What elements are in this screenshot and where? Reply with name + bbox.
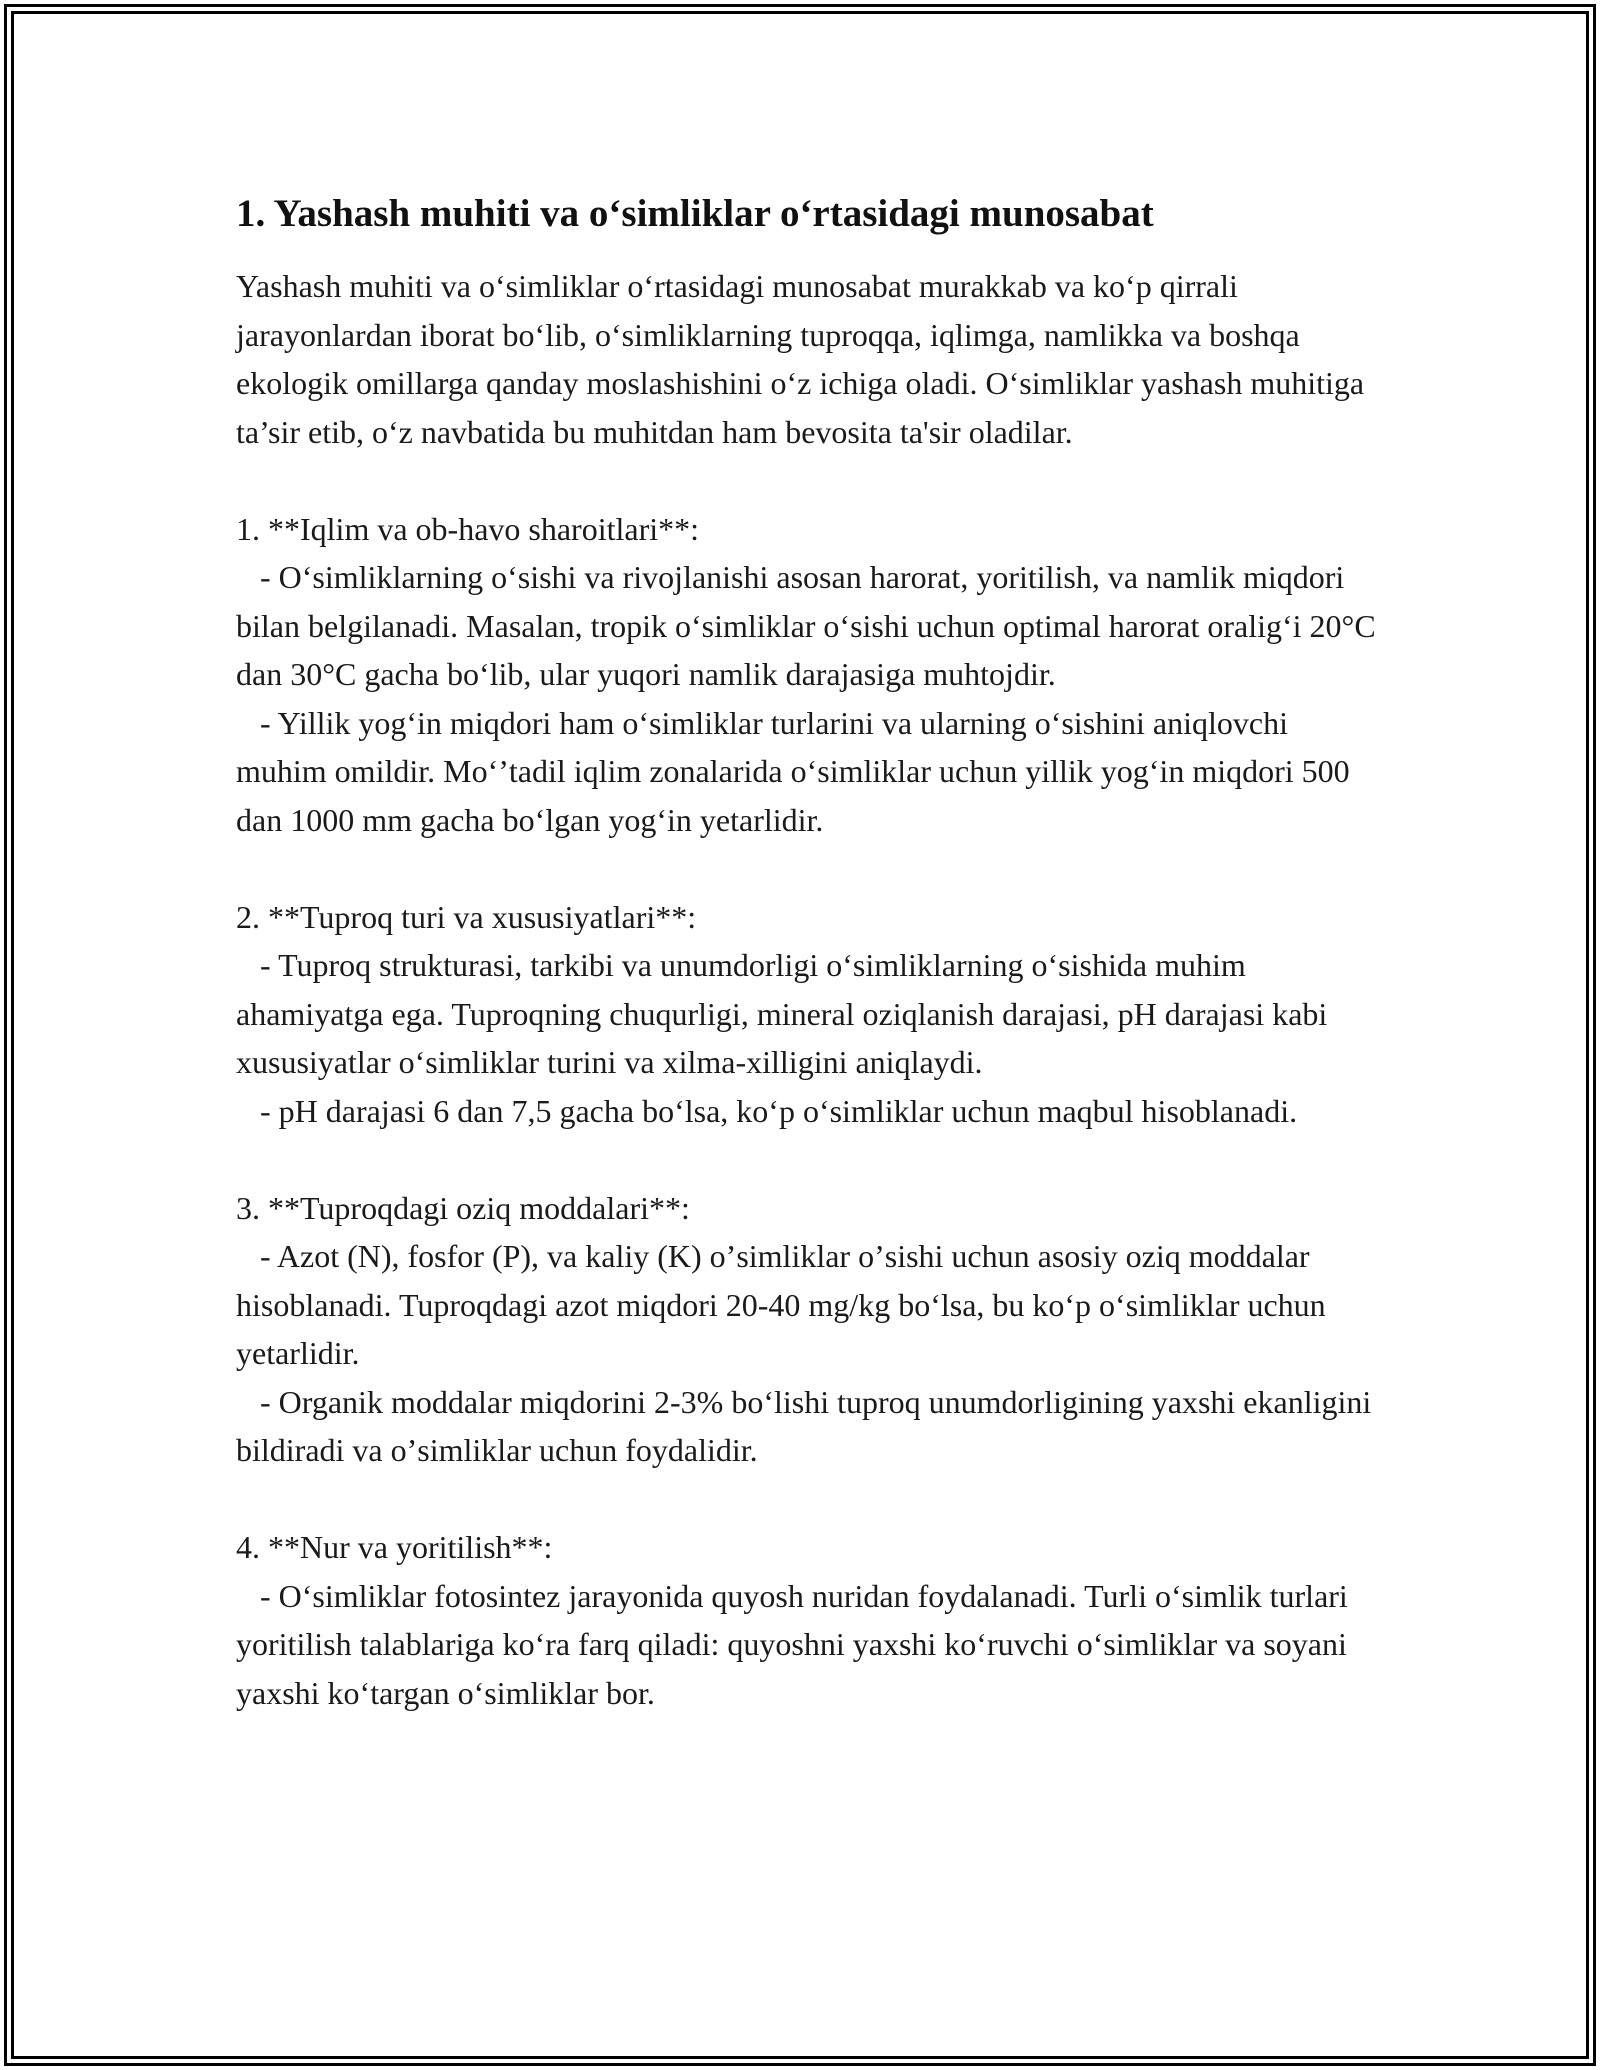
document-body [236,188,1386,1717]
section-soil-type [236,893,1386,1136]
section-bullet: - Oʻsimliklarning oʻsishi va rivojlanishi asosan harorat, yoritilish, va namlik miqdori bilan belgilanadi. Masalan, tropik oʻsimliklar oʻsishi uchun optimal harorat oraligʻi 20°C dan 30°C gacha boʻlib, ular yuqori namlik darajasiga muhtojdir. [236,559,1384,692]
section-bullet: - pH darajasi 6 dan 7,5 gacha boʻlsa, koʻp oʻsimliklar uchun maqbul hisoblanadi. [236,1092,1298,1129]
section-climate [236,505,1386,845]
section-soil-nutrients [236,1184,1386,1475]
section-heading: 1. **Iqlim va ob-havo sharoitlari**: [236,510,700,547]
section-heading: 2. **Tuproq turi va xususiyatlari**: [236,898,697,935]
intro-paragraph: Yashash muhiti va oʻsimliklar oʻrtasidagi munosabat murakkab va koʻp qirrali jarayonlardan iborat boʻlib, oʻsimliklarning tuproqqa, iqlimga, namlikka va boshqa ekologik omillarga qanday moslashishini oʻz ichiga oladi. Oʻsimliklar yashash muhitiga ta’sir etib, oʻz navbatida bu muhitdan ham bevosita ta'sir oladilar. [236,268,1373,450]
section-heading: 4. **Nur va yoritilish**: [236,1529,553,1565]
document-title: 1. Yashash muhiti va oʻsimliklar oʻrtasidagi munosabat [236,192,1154,235]
section-bullet: - Azot (N), fosfor (P), va kaliy (K) oʼsimliklar oʼsishi uchun asosiy oziq moddalar hisoblanadi. Tuproqdagi azot miqdori 20-40 mg/kg boʻlsa, bu koʻp oʻsimliklar uchun yetarlidir. [236,1238,1334,1371]
section-bullet: - Yillik yogʻin miqdori ham oʻsimliklar turlarini va ularning oʻsishini aniqlovchi muhim omildir. Moʻʼtadil iqlim zonalarida oʻsimliklar uchun yillik yogʻin miqdori 500 dan 1000 mm gacha boʻlgan yogʻin yetarlidir. [236,704,1358,838]
section-heading: 3. **Tuproqdagi oziq moddalari**: [236,1189,690,1226]
section-light [236,1523,1386,1717]
section-bullet: - Organik moddalar miqdorini 2-3% boʻlishi tuproq unumdorligining yaxshi ekanligini bildiradi va oʼsimliklar uchun foydalidir. [236,1383,1380,1468]
section-bullet: - Oʻsimliklar fotosintez jarayonida quyosh nuridan foydalanadi. Turli oʻsimlik turlari yoritilish talablariga koʻra farq qiladi: quyoshni yaxshi koʻruvchi oʻsimliklar va soyani yaxshi koʻtargan oʻsimliklar bor. [236,1577,1356,1711]
section-bullet: - Tuproq strukturasi, tarkibi va unumdorligi oʻsimliklarning oʻsishida muhim ahamiyatga ega. Tuproqning chuqurligi, mineral oziqlanish darajasi, pH darajasi kabi xususiyatlar oʻsimliklar turini va xilma-xilligini aniqlaydi. [236,947,1336,1080]
